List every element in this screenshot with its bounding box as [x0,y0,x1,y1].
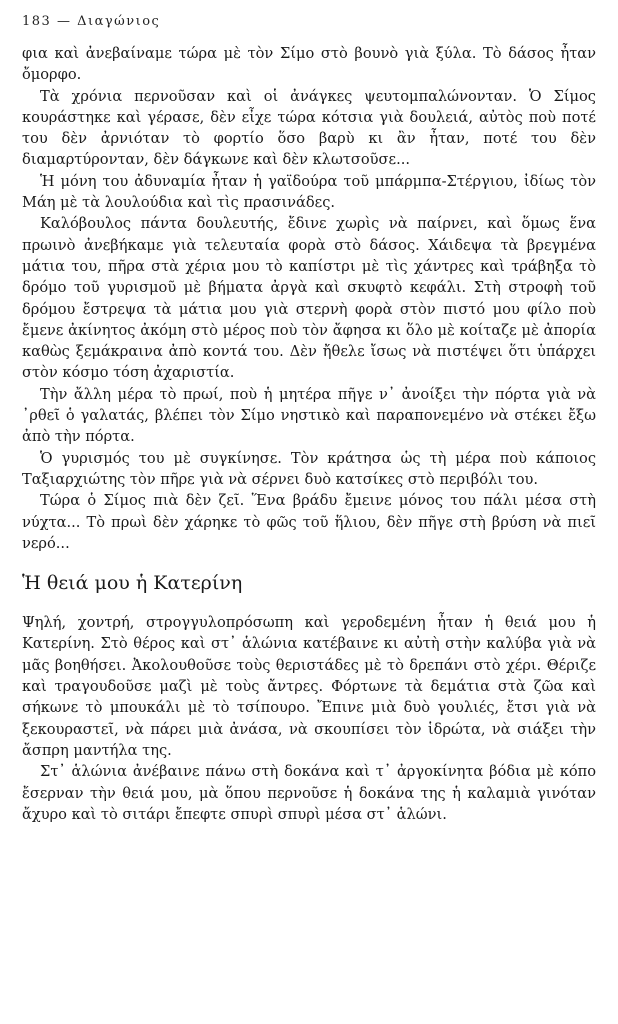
paragraph: Ἡ μόνη του ἀδυναμία ἦταν ἡ γαϊδούρα τοῦ μπάρμπα-Στέργιου, ἰδίως τὸν Μάη μὲ τὰ λουλούδια καὶ τὶς πρασινάδες. [22,172,596,212]
section-aunt-katerini [22,572,596,825]
book-page [22,14,596,825]
paragraph: Ψηλή, χοντρή, στρογγυλοπρόσωπη καὶ γεροδεμένη ἦταν ἡ θειά μου ἡ Κατερίνη. Στὸ θέρος καὶ στ᾽ ἁλώνια κατέβαινε κι αὐτὴ στὴν καλύβα γιὰ νὰ μᾶς βοηθήσει. Ἀκολουθοῦσε τοὺς θεριστάδες μὲ τὸ δρεπάνι στὸ χέρι. Θέριζε καὶ τραγουδοῦσε μαζὶ μὲ τοὺς ἄντρες. Φόρτωνε τὰ δεμάτια στὰ ζῶα καὶ σήκωνε τὸ μπουκάλι μὲ τὸ τσίπουρο. Ἔπινε μιὰ δυὸ γουλιές, ἔτσι γιὰ νὰ ξεκουραστεῖ, νὰ πάρει μιὰ ἀνάσα, νὰ σκουπίσει τὸν ἱδρώτα, νὰ σιάξει τὴν ἄσπρη μαντήλα της. [22,614,596,759]
running-head: 183 — Διαγώνιος [22,14,161,29]
paragraph: Στ᾽ ἁλώνια ἀνέβαινε πάνω στὴ δοκάνα καὶ τ᾽ ἀργοκίνητα βόδια μὲ κόπο ἔσερναν τὴν θειά μου, μὰ ὅπου περνοῦσε ἡ δοκάνα της ἡ καλαμιὰ γινόταν ἄχυρο καὶ τὸ σιτάρι ἔπεφτε σπυρὶ σπυρὶ μέσα στ᾽ ἁλώνι. [22,763,596,823]
paragraph: Τώρα ὁ Σίμος πιὰ δὲν ζεῖ. Ἕνα βράδυ ἔμεινε μόνος του πάλι μέσα στὴ νύχτα... Τὸ πρωὶ δὲν χάρηκε τὸ φῶς τοῦ ἥλιου, δὲν πῆγε στὴ βρύση νὰ πιεῖ νερό... [22,492,596,552]
section-spacer [22,554,596,572]
paragraph: Τὴν ἄλλη μέρα τὸ πρωί, ποὺ ἡ μητέρα πῆγε ν᾽ ἀνοίξει τὴν πόρτα γιὰ νὰ ᾽ρθεῖ ὁ γαλατάς, βλέπει τὸν Σίμο νηστικὸ καὶ παραπονεμένο νὰ στέκει ἔξω ἀπὸ τὴν πόρτα. [22,385,596,446]
section-heading: Ἡ θειά μου ἡ Κατερίνη [22,572,243,595]
paragraph: φια καὶ ἀνεβαίναμε τώρα μὲ τὸν Σίμο στὸ βουνὸ γιὰ ξύλα. Τὸ δάσος ἦταν ὄμορφο. [22,45,596,84]
paragraph: Τὰ χρόνια περνοῦσαν καὶ οἱ ἀνάγκες ψευτομπαλώνονταν. Ὁ Σίμος κουράστηκε καὶ γέρασε, δὲν εἶχε τώρα κότσια γιὰ δουλειά, αὐτὸς ποὺ ποτέ του δὲν ἀρνιόταν τὸ φορτίο ὅσο βαρὺ κι ἂν ἦταν, ποτέ του δὲν διαμαρτύρονταν, δὲν δάγκωνε καὶ δὲν κλωτσοῦσε... [22,87,596,169]
section-simos [22,43,596,554]
paragraph: Καλόβουλος πάντα δουλευτής, ἔδινε χωρὶς νὰ παίρνει, καὶ ὅμως ἕνα πρωινὸ ἀνεβήκαμε γιὰ τελευταία φορὰ στὸ δάσος. Χάιδεψα τὰ βρεγμένα μάτια του, πῆρα στὰ χέρια μου τὸ καπίστρι μὲ τὶς χάντρες καὶ τράβηξα τὸ δρόμο τοῦ γυρισμοῦ μὲ βήματα ἀργὰ καὶ σκυφτὸ κεφάλι. Στὴ στροφὴ τοῦ δρόμου ἔστρεψα τὰ μάτια μου γιὰ στερνὴ φορὰ στὸν πιστό μου φίλο ποὺ ἔμενε ἀκίνητος ἀκόμη στὸ μέρος ποὺ τὸν ἄφησα κι ὅλο μὲ κοίταζε μὲ ἀπορία καθὼς ξεμάκραινα ἀπὸ κοντά του. Δὲν ἤθελε ἴσως νὰ πιστέψει ὅτι ὑπάρχει στὸν κόσμο τόση ἀχαριστία. [22,215,596,382]
paragraph: Ὁ γυρισμός του μὲ συγκίνησε. Τὸν κράτησα ὡς τὴ μέρα ποὺ κάποιος Ταξιαρχιώτης τὸν πῆρε γιὰ νὰ σέρνει δυὸ κατσίκες στὸ περιβόλι του. [22,449,596,488]
